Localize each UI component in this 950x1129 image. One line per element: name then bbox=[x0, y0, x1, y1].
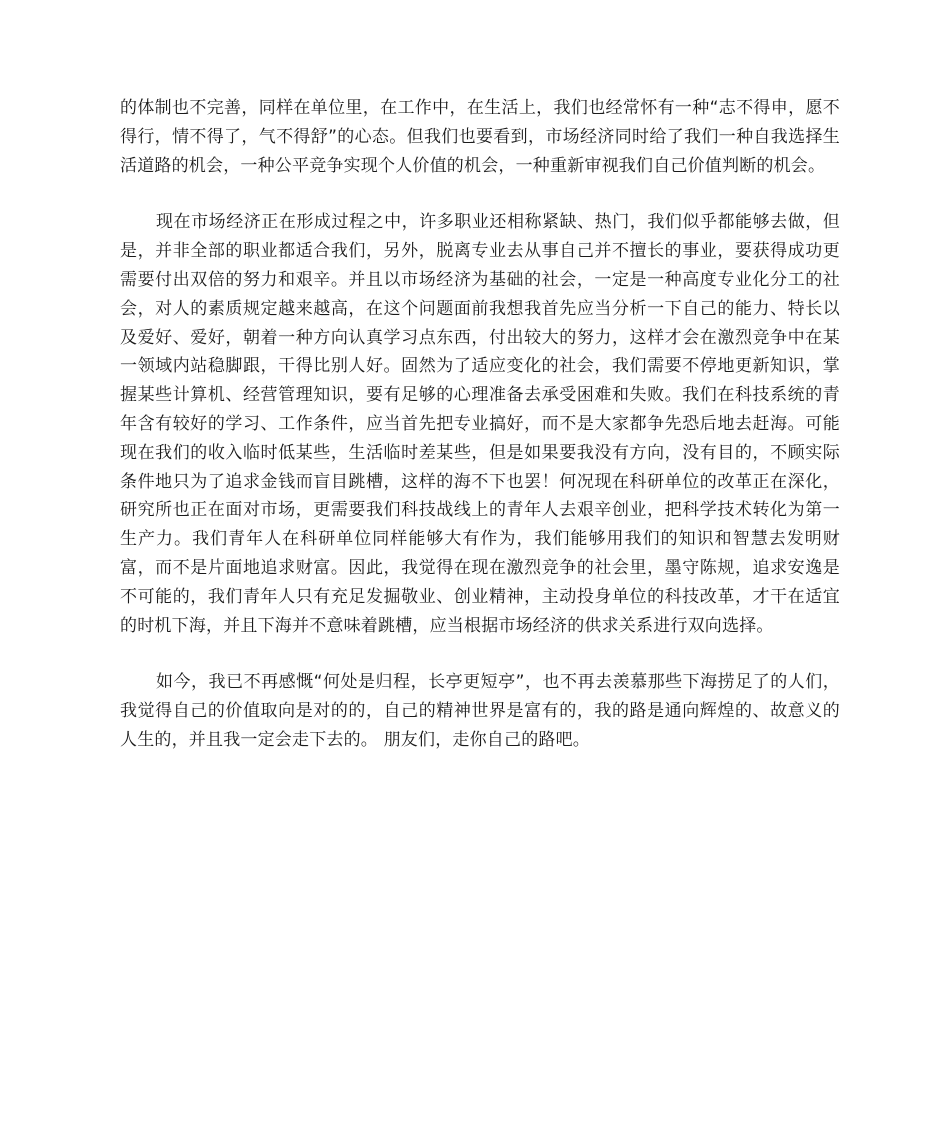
paragraph-3: 如今，我已不再感慨“何处是归程，长亭更短亭”，也不再去羡慕那些下海捞足了的人们，我觉得自己的价值取向是对的的，自己的精神世界是富有的，我的路是通向辉煌的、故意义的人生的，并且我一定会走下去的。 朋友们，走你自己的路吧。 bbox=[120, 672, 840, 750]
document-page bbox=[120, 94, 840, 783]
paragraph-2: 现在市场经济正在形成过程之中，许多职业还相称紧缺、热门，我们似乎都能够去做，但是，并非全部的职业都适合我们，另外，脱离专业去从事自己并不擅长的事业，要获得成功更需要付出双倍的努力和艰辛。并且以市场经济为基础的社会，一定是一种高度专业化分工的社会，对人的素质规定越来越高，在这个问题面前我想我首先应当分析一下自己的能力、特长以及爱好、爱好，朝着一种方向认真学习点东西，付出较大的努力，这样才会在激烈竞争中在某一领域内站稳脚跟，干得比别人好。固然为了适应变化的社会，我们需要不停地更新知识，掌握某些计算机、经营管理知识，要有足够的心理准备去承受困难和失败。我们在科技系统的青年含有较好的学习、工作条件，应当首先把专业搞好，而不是大家都争先恐后地去赶海。可能现在我们的收入临时低某些，生活临时差某些，但是如果要我没有方向，没有目的，不顾实际条件地只为了追求金钱而盲目跳槽，这样的海不下也罢！何况现在科研单位的改革正在深化，研究所也正在面对市场，更需要我们科技战线上的青年人去艰辛创业，把科学技术转化为第一生产力。我们青年人在科研单位同样能够大有作为，我们能够用我们的知识和智慧去发明财富，而不是片面地追求财富。因此，我觉得在现在激烈竞争的社会里，墨守陈规，追求安逸是不可能的，我们青年人只有充足发掘敬业、创业精神，主动投身单位的科技改革，才干在适宜的时机下海，并且下海并不意味着跳槽，应当根据市场经济的供求关系进行双向选择。 bbox=[120, 212, 840, 636]
paragraph-1: 的体制也不完善，同样在单位里，在工作中，在生活上，我们也经常怀有一种“志不得申，愿不得行，情不得了，气不得舒”的心态。但我们也要看到，市场经济同时给了我们一种自我选择生活道路的机会，一种公平竞争实现个人价值的机会，一种重新审视我们自己价值判断的机会。 bbox=[120, 98, 840, 176]
